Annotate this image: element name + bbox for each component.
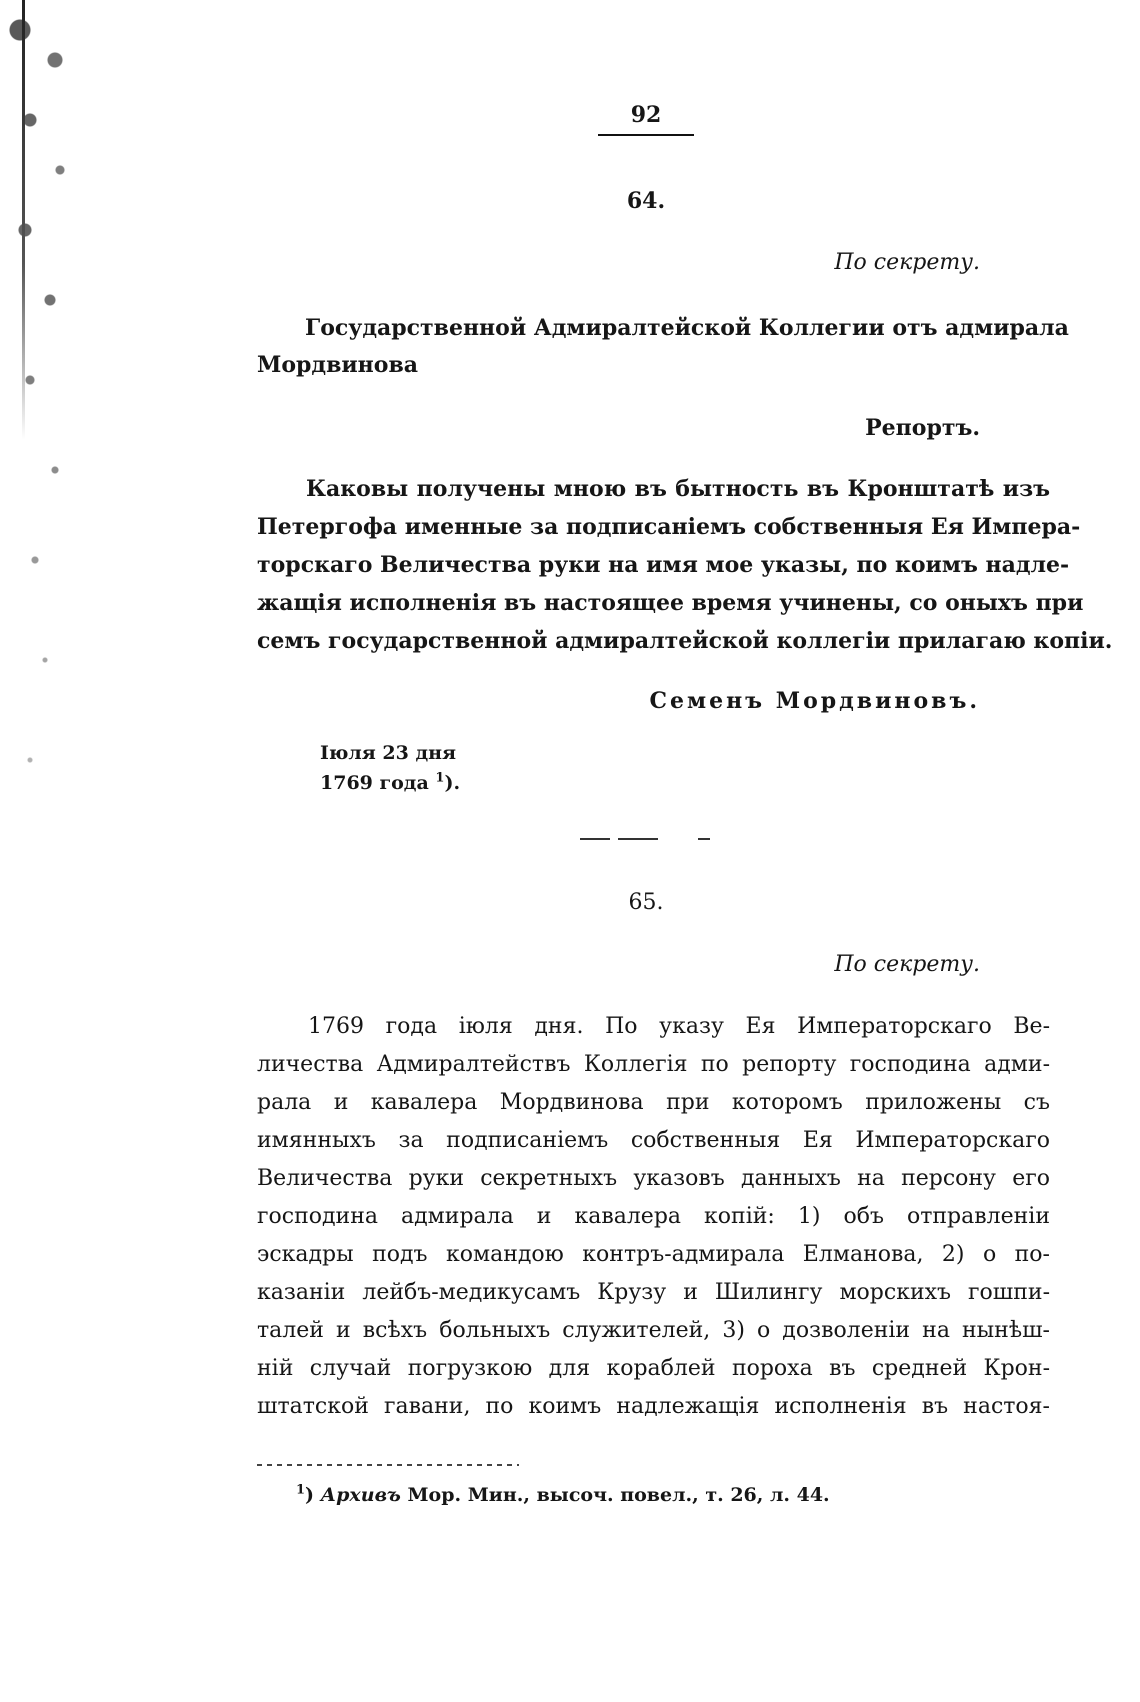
footnote-ref: 1 — [435, 770, 445, 786]
doc64-date-line2: 1769 года $^1$). — [320, 770, 461, 794]
doc65-body-line-6: господина адмирала и кавалера копій: 1) объ отправленіи — [257, 1204, 1050, 1229]
doc65-body-line-5: Величества руки секретныхъ указовъ данныхъ на персону его — [257, 1166, 1050, 1191]
doc65-body-line-4: имянныхъ за подписаніемъ собственныя Ея Императорскаго — [257, 1128, 1050, 1153]
doc65-body-line-11: штатской гавани, по коимъ надлежащія исполненія въ настоя- — [257, 1394, 1050, 1419]
doc64-secrecy: По секрету. — [834, 250, 980, 275]
doc64-date-line1: Іюля 23 дня — [320, 742, 457, 764]
doc65-body-line-3: рала и кавалера Мордвинова при которомъ приложены съ — [257, 1090, 1050, 1115]
doc64-body-line-3: торскаго Величества руки на имя мое указы, по коимъ надле- — [257, 552, 1070, 578]
page-number: 92 — [630, 102, 662, 128]
doc65-body-line-8: казаніи лейбъ-медикусамъ Крузу и Шилингу морскихъ гошпи- — [257, 1280, 1050, 1305]
footnote-rule — [257, 1464, 519, 1466]
doc65-body-line-9: талей и всѣхъ больныхъ служителей, 3) о дозволеніи на нынѣш- — [257, 1318, 1050, 1343]
section-separator — [580, 838, 710, 840]
footnote: $^1$) Архивъ Мор. Мин., высоч. повел., т. 26, л. 44. — [296, 1482, 830, 1506]
doc64-doc-type: Репортъ. — [865, 415, 980, 441]
doc64-signature: Семенъ Мордвиновъ. — [649, 688, 980, 714]
footnote-archive: Архивъ — [320, 1484, 401, 1506]
doc64-body-line-5: семъ государственной адмиралтейской коллегіи прилагаю копіи. — [257, 628, 1113, 654]
doc64-body-line-4: жащія исполненія въ настоящее время учинены, со оныхъ при — [257, 590, 1084, 616]
scan-edge-line — [22, 0, 25, 440]
doc65-body-line-10: ній случай погрузкою для кораблей пороха въ средней Крон- — [257, 1356, 1050, 1381]
doc65-body-line-2: личества Адмиралтействъ Коллегія по репорту господина адми- — [257, 1052, 1050, 1077]
doc65-secrecy: По секрету. — [834, 952, 980, 977]
scan-edge-noise — [0, 0, 90, 860]
doc65-number: 65. — [628, 890, 664, 915]
doc64-body-line-2: Петергофа именные за подписаніемъ собственныя Ея Импера- — [257, 514, 1081, 540]
doc64-body-line-1: Каковы получены мною въ бытность въ Кронштатѣ изъ — [306, 476, 1050, 502]
doc64-address-line2: Мордвинова — [257, 352, 418, 378]
doc64-number: 64. — [626, 188, 666, 214]
page-number-rule — [598, 134, 694, 136]
footnote-text: Мор. Мин., высоч. повел., т. 26, л. 44. — [400, 1484, 830, 1506]
doc64-address-line1: Государственной Адмиралтейской Коллегии отъ адмирала — [305, 315, 1069, 341]
doc65-body-line-1: 1769 года іюля дня. По указу Ея Императорскаго Ве- — [308, 1014, 1050, 1039]
doc65-body-line-7: эскадры подъ командою контръ-адмирала Елманова, 2) о по- — [257, 1242, 1050, 1267]
